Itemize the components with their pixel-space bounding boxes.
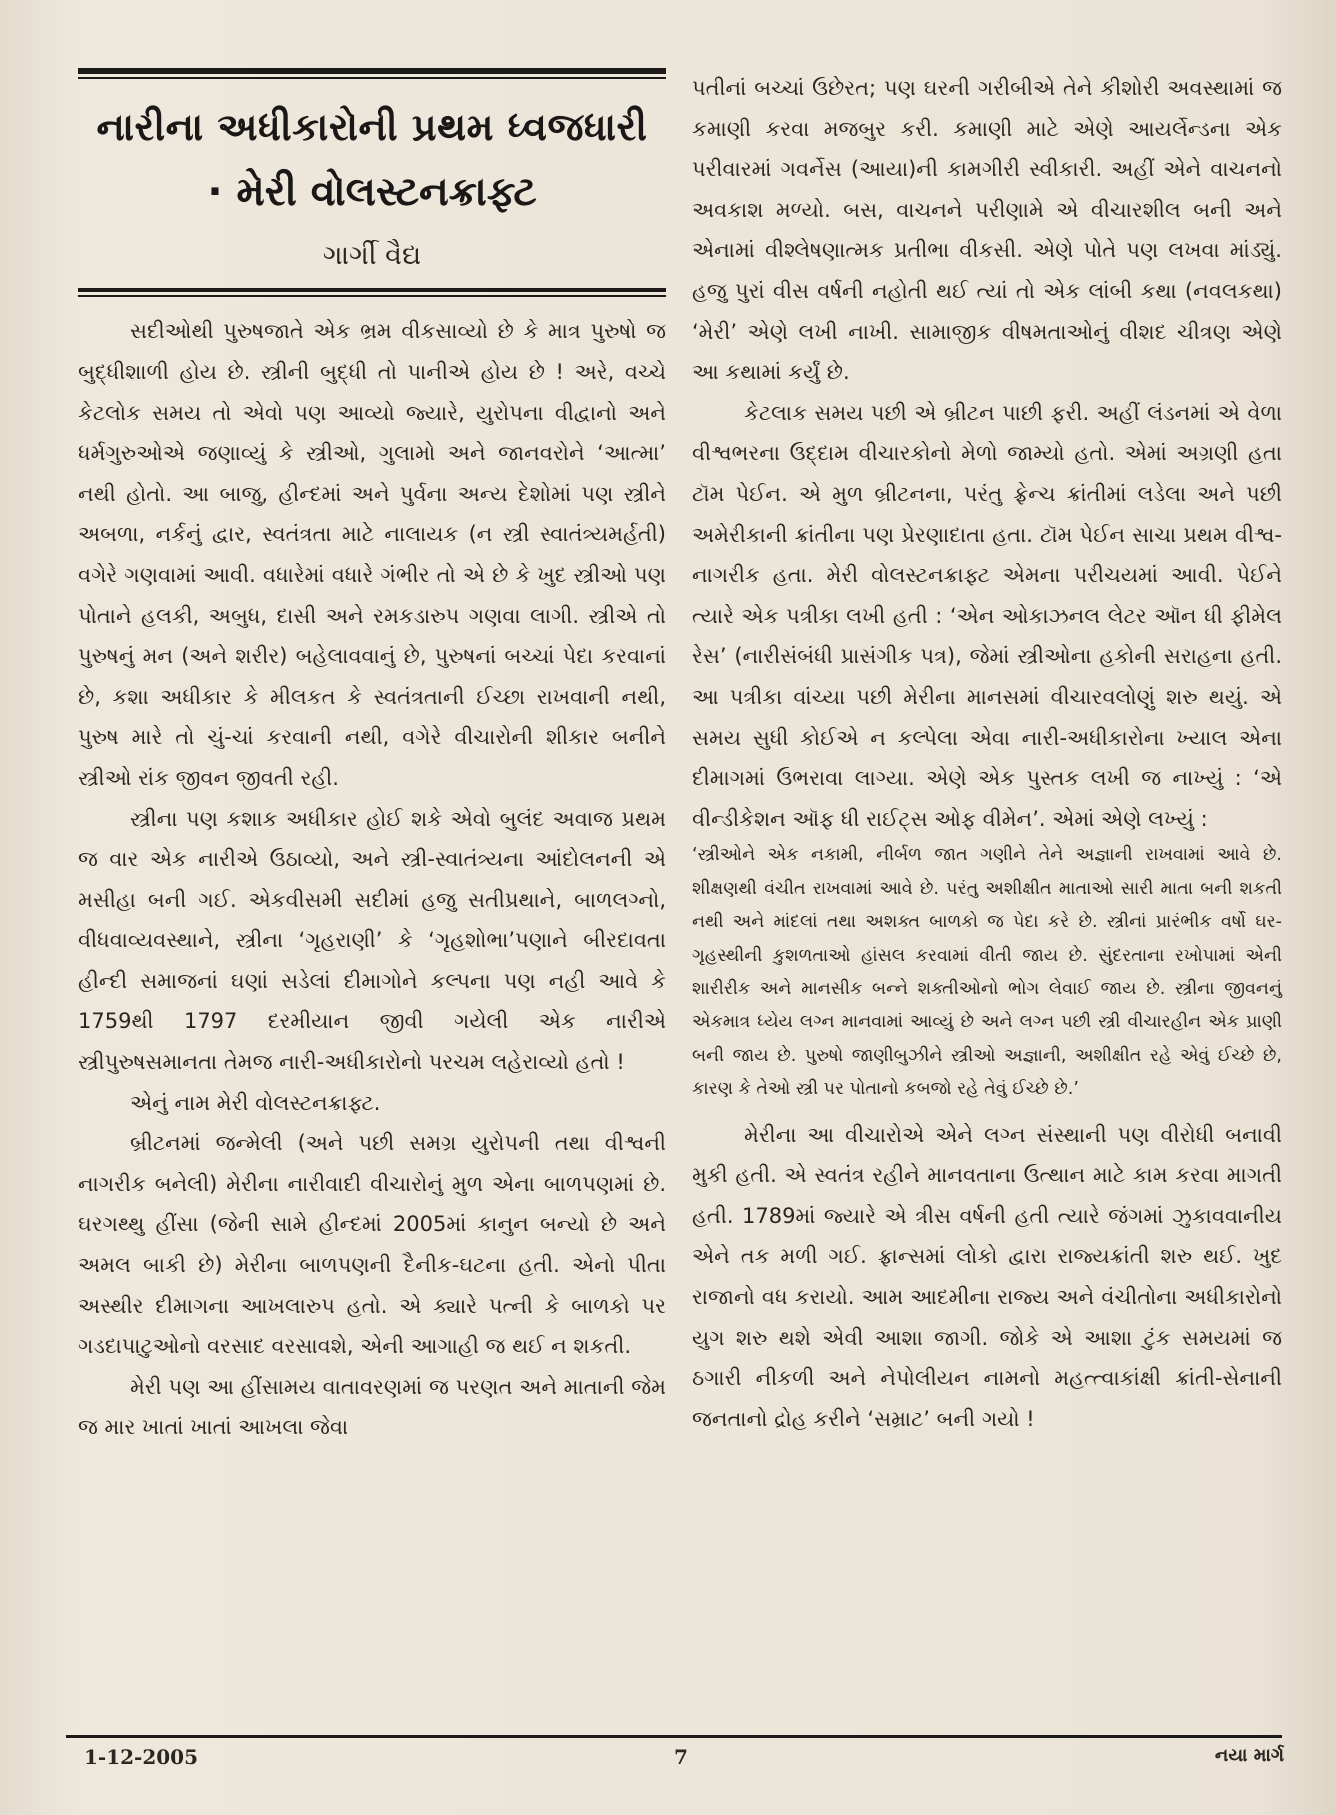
page-number: 7 <box>674 1745 688 1769</box>
paragraph: મેરીના આ વીચારોએ એને લગ્ન સંસ્થાની પણ વીરોધી બનાવી મુકી હતી. એ સ્વતંત્ર રહીને માનવતાના ઉત્થાન માટે કામ કરવા માગતી હતી. 1789માં જ્યારે એ ત્રીસ વર્ષની હતી ત્યારે જંગમાં ઝુકાવવાનીય એને તક મળી ગઈ. ફ્રાન્સમાં લોકો દ્વારા રાજ્યક્રાંતી શરુ થઈ. ખુદ રાજાનો વધ કરાયો. આમ આદમીના રાજ્ય અને વંચીતોના અધીકારોનો યુગ શરુ થશે એવી આશા જાગી. જોકે એ આશા ટુંક સમયમાં જ ઠગારી નીકળી અને નેપોલીયન નામનો મહત્ત્વાકાંક્ષી ક્રાંતી-સેનાની જનતાનો દ્રોહ કરીને ‘સમ્રાટ’ બની ગયો ! <box>692 1122 1282 1431</box>
article-title: નારીના અધીકારોની પ્રથમ ધ્વજધારી <box>96 105 648 149</box>
header-top-rule <box>78 68 666 74</box>
paragraph: પતીનાં બચ્ચાં ઉછેરત; પણ ઘરની ગરીબીએ તેને કીશોરી અવસ્થામાં જ કમાણી કરવા મજબુર કરી. કમાણી માટે એણે આયર્લેન્ડના એક પરીવારમાં ગવર્નેસ (આયા)ની કામગીરી સ્વીકારી. અહીં એને વાચનનો અવકાશ મળ્યો. બસ, વાચનને પરીણામે એ વીચારશીલ બની અને એનામાં વીશ્લેષણાત્મક પ્રતીભા વીકસી. એણે પોતે પણ લખવા માંડ્યું. હજુ પુરાં વીસ વર્ષની નહોતી થઈ ત્યાં તો એક લાંબી કથા (નવલકથા) ‘મેરી’ એણે લખી નાખી. સામાજીક વીષમતાઓનું વીશદ ચીત્રણ એણે આ કથામાં કર્યું છે. <box>692 76 1282 385</box>
header-bottom-rule <box>78 288 666 292</box>
paragraph: બ્રીટનમાં જન્મેલી (અને પછી સમગ્ર યુરોપની તથા વીશ્વની નાગરીક બનેલી) મેરીના નારીવાદી વીચારોનું મુળ એના બાળપણમાં છે. ઘરગથ્થુ હીંસા (જેની સામે હીન્દમાં 2005માં કાનુન બન્યો છે અને અમલ બાકી છે) મેરીના બાળપણની દૈનીક-ઘટના હતી. એનો પીતા અસ્થીર દીમાગના આખલારુપ હતો. એ ક્યારે પત્ની કે બાળકો પર ગડદાપાટુઓનો વરસાદ વરસાવશે, એની આગાહી જ થઈ ન શકતી. <box>78 1131 666 1359</box>
magazine-name: નયા માર્ગ <box>1214 1745 1284 1766</box>
quote-text: ‘સ્ત્રીઓને એક નકામી, નીર્બળ જાત ગણીને તેને અજ્ઞાની રાખવામાં આવે છે. શીક્ષણથી વંચીત રાખવામાં આવે છે. પરંતુ અશીક્ષીત માતાઓ સારી માતા બની શકતી નથી અને માંદલાં તથા અશક્ત બાળકો જ પેદા કરે છે. સ્ત્રીનાં પ્રારંભીક વર્ષો ઘર-ગૃહસ્થીની કુશળતાઓ હાંસલ કરવામાં વીતી જાય છે. સુંદરતાના રખોપામાં એની શારીરીક અને માનસીક બન્ને શક્તીઓનો ભોગ લેવાઈ જાય છે. સ્ત્રીના જીવનનું એકમાત્ર ધ્યેય લગ્ન માનવામાં આવ્યું છે અને લગ્ન પછી સ્ત્રી વીચારહીન એક પ્રાણી બની જાય છે. પુરુષો જાણીબુઝીને સ્ત્રીઓ અજ્ઞાની, અશીક્ષીત રહે એવું ઈચ્છે છે, કારણ કે તેઓ સ્ત્રી પર પોતાનો કબજો રહે તેવું ઈચ્છે છે.’ <box>692 845 1282 1100</box>
block-quote <box>692 839 1282 1106</box>
header-bottom-rule-thin <box>78 295 666 297</box>
page-footer <box>84 1745 1284 1785</box>
header-top-rule-thin <box>78 77 666 79</box>
article-subtitle: · મેરી વોલસ્ટનક્રાફ્ટ <box>207 169 537 216</box>
right-body-text-continued <box>692 1115 1282 1440</box>
article-author: ગાર્ગી વૈદ્ય <box>322 240 422 272</box>
right-body-text <box>692 68 1282 839</box>
left-body-text <box>78 311 666 1448</box>
paragraph: સ્ત્રીના પણ કશાક અધીકાર હોઈ શકે એવો બુલંદ અવાજ પ્રથમ જ વાર એક નારીએ ઉઠાવ્યો, અને સ્ત્રી-સ્વાતંત્ર્યના આંદોલનની એ મસીહા બની ગઈ. એકવીસમી સદીમાં હજુ સતીપ્રથાને, બાળલગ્નો, વીધવાવ્યવસ્થાને, સ્ત્રીના ‘ગૃહરાણી’ કે ‘ગૃહશોભા’પણાને બીરદાવતા હીન્દી સમાજનાં ઘણાં સડેલાં દીમાગોને કલ્પના પણ નહી આવે કે 1759થી 1797 દરમીયાન જીવી ગયેલી એક નારીએ સ્ત્રીપુરુષસમાનતા તેમજ નારી-અધીકારોનો પરચમ લહેરાવ્યો હતો ! <box>78 806 666 1075</box>
paragraph: મેરી પણ આ હીંસામય વાતાવરણમાં જ પરણત અને માતાની જેમ જ માર ખાતાં ખાતાં આખલા જેવા <box>78 1374 666 1440</box>
issue-date: 1-12-2005 <box>84 1745 199 1769</box>
paragraph: સદીઓથી પુરુષજાતે એક ભ્રમ વીકસાવ્યો છે કે માત્ર પુરુષો જ બુદ્ધીશાળી હોય છે. સ્ત્રીની બુદ્ધી તો પાનીએ હોય છે ! અરે, વચ્ચે કેટલોક સમય તો એવો પણ આવ્યો જ્યારે, યુરોપના વીદ્વાનો અને ધર્મગુરુઓએ જણાવ્યું કે સ્ત્રીઓ, ગુલામો અને જાનવરોને ‘આત્મા’ નથી હોતો. આ બાજુ, હીન્દમાં અને પુર્વના અન્ય દેશોમાં પણ સ્ત્રીને અબળા, નર્કનું દ્વાર, સ્વતંત્રતા માટે નાલાયક (ન સ્ત્રી સ્વાતંત્ર્યમર્હતી) વગેરે ગણવામાં આવી. વધારેમાં વધારે ગંભીર તો એ છે કે ખુદ સ્ત્રીઓ પણ પોતાને હલકી, અબુધ, દાસી અને રમકડારુપ ગણવા લાગી. સ્ત્રીએ તો પુરુષનું મન (અને શરીર) બહેલાવવાનું છે, પુરુષનાં બચ્ચાં પેદા કરવાનાં છે, કશા અધીકાર કે મીલકત કે સ્વતંત્રતાની ઈચ્છા રાખવાની નથી, પુરુષ મારે તો ચું-ચાં કરવાની નથી, વગેરે વીચારોની શીકાર બનીને સ્ત્રીઓ રાંક જીવન જીવતી રહી. <box>78 319 666 790</box>
paragraph: એનું નામ મેરી વોલસ્ટનક્રાફ્ટ. <box>130 1090 381 1115</box>
left-column <box>78 68 666 1448</box>
right-column <box>692 68 1282 1439</box>
paragraph: કેટલાક સમય પછી એ બ્રીટન પાછી ફરી. અહીં લંડનમાં એ વેળા વીશ્વભરના ઉદ્દામ વીચારકોનો મેળો જામ્યો હતો. એમાં અગ્રણી હતા ટૉમ પેઈન. એ મુળ બ્રીટનના, પરંતુ ફ્રેન્ચ ક્રાંતીમાં લડેલા અને પછી અમેરીકાની ક્રાંતીના પણ પ્રેરણાદાતા હતા. ટૉમ પેઈન સાચા પ્રથમ વીશ્વ-નાગરીક હતા. મેરી વોલસ્ટનક્રાફ્ટ એમના પરીચયમાં આવી. પેઈને ત્યારે એક પત્રીકા લખી હતી : ‘એન ઓકાઝનલ લેટર ઑન ધી ફીમેલ રેસ’ (નારીસંબંધી પ્રાસંગીક પત્ર), જેમાં સ્ત્રીઓના હકોની સરાહના હતી. આ પત્રીકા વાંચ્યા પછી મેરીના માનસમાં વીચારવલોણું શરુ થયું. એ સમય સુધી કોઈએ ન કલ્પેલા એવા નારી-અધીકારોના ખ્યાલ એના દીમાગમાં ઉભરાવા લાગ્યા. એણે એક પુસ્તક લખી જ નાખ્યું : ‘એ વીન્ડીકેશન ઑફ ધી રાઈટ્સ ઓફ વીમેન’. એમાં એણે લખ્યું : <box>692 400 1282 831</box>
footer-rule <box>66 1735 1282 1738</box>
